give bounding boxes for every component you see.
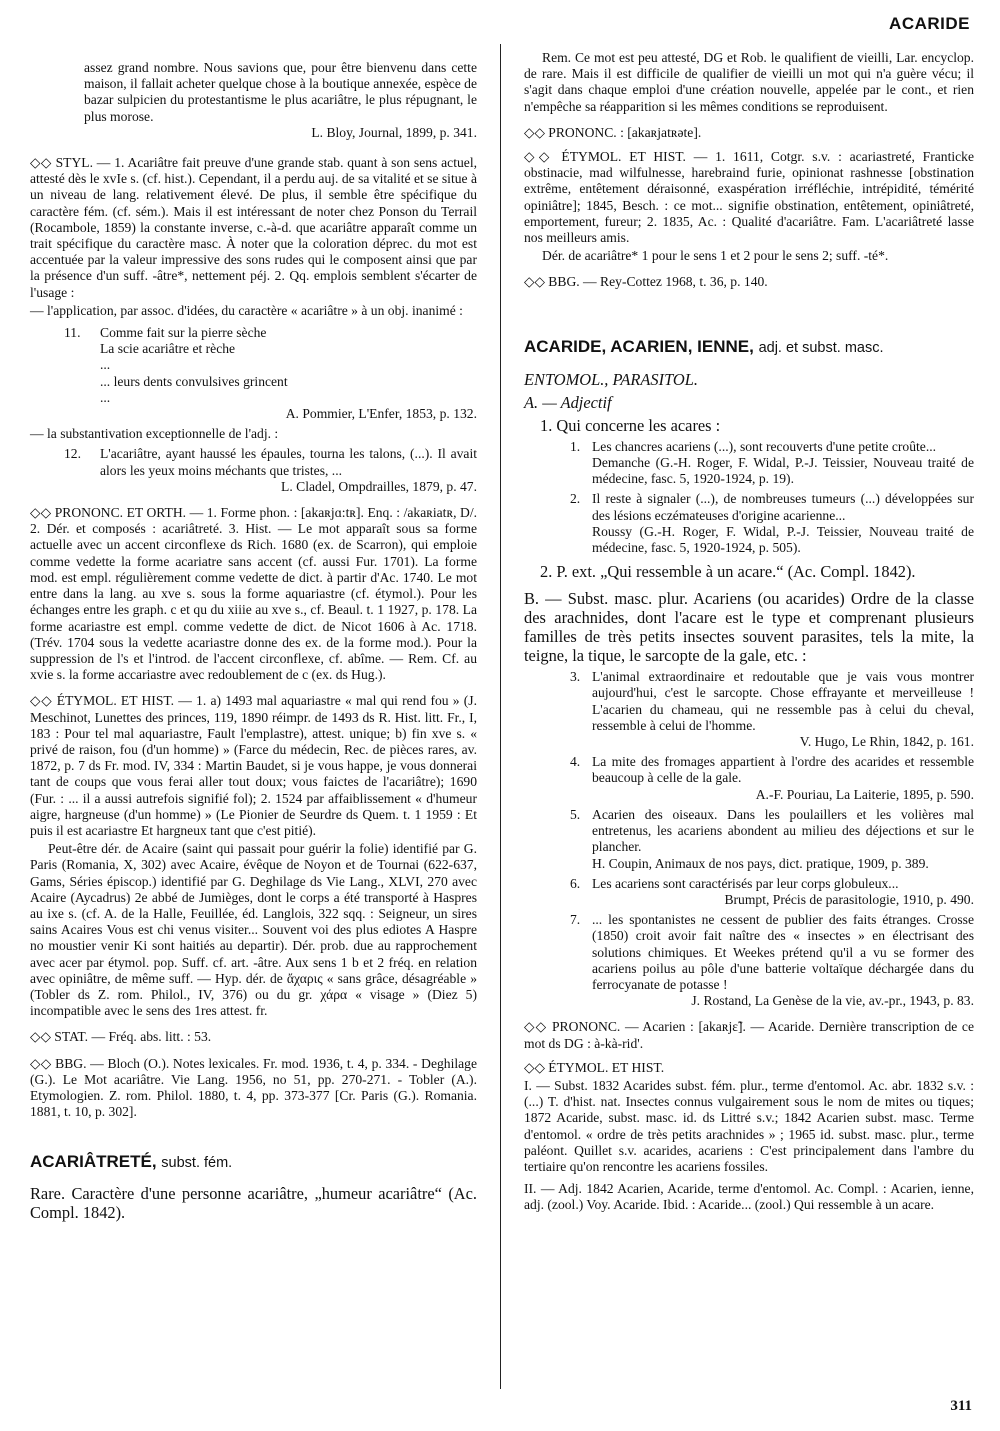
right-column: [524, 44, 974, 1214]
example-number: 6.: [570, 875, 581, 891]
example-number: 2.: [570, 491, 581, 507]
example-number: 3.: [570, 669, 581, 685]
example-4: [524, 754, 974, 803]
styl-usage-a: — l'application, par assoc. d'idées, du caractère « acariâtre » à un obj. inanimé :: [30, 302, 463, 318]
example-1: [524, 439, 974, 488]
bbg-section: ◇◇ BBG. — Rey-Cottez 1968, t. 36, p. 140.: [524, 274, 768, 290]
example-text: ... les spontanistes ne cessent de publier des faits étranges. Crosse (1850) croit avoir fait naître des « insectes » en électrisant des solutions chimiques. Et Weekes prétend qu'il a vu se former des acariens poilus au pôle d'une batterie voltaïque déchargée dans du ferrocyanate de potasse !: [592, 912, 974, 992]
example-2: [524, 491, 974, 556]
example-citation: V. Hugo, Le Rhin, 1842, p. 161.: [799, 734, 974, 750]
stat-section: ◇◇ STAT. — Fréq. abs. litt. : 53.: [30, 1029, 212, 1045]
running-head: ACARIDE: [889, 14, 970, 33]
example-text: L'acariâtre, ayant haussé les épaules, tourna les talons, (...). Il avait alors les yeux moins méchants que tristes, ...: [100, 446, 477, 478]
opening-quote: [84, 60, 477, 141]
left-column: [30, 44, 477, 1222]
example-3: [524, 669, 974, 750]
example-number: 4.: [570, 754, 581, 770]
headword: ACARIÂTRETÉ,: [30, 1152, 157, 1172]
prononc-section-2: ◇◇ PRONONC. — Acarien : [akaʀjɛ̃]. — Acaride. Dernière transcription de ce mot ds DG : à-kà-rid'.: [524, 1019, 974, 1051]
example-text: La mite des fromages appartient à l'ordre des acarides et ressemble beaucoup à celle de la gale.: [592, 754, 974, 786]
example-11: [30, 325, 477, 422]
etymol-section: ◇◇ ÉTYMOL. ET HIST. — 1. a) 1493 mal aquariastre « mal qui rend fou » (J. Meschinot, Lunettes des princes, 119, 1890 réimpr. de 1493 ds R. Hist. litt. Fr., I, 183 : Pour tel mal aquariastre, Fault l'emplastre), attest. unique; b) fin xve s. « privé de raison, fou (d'un homme) » (Farce du médecin, Rec. de pièces rares, av. 1872, p. 7 ds Fr. mod. IV, 334 : Martin Baudet, si je vous happe, je vous donnerai tant de coups que vous ferai aller tout doux; vous faictes de l'acariâtre); 1690 (Fur. : ... il a aussi autrefois signifié fol); 2. 1524 par affaiblissement « d'humeur aigre, hargneuse (d'un homme) » (Le Pionier de Seurdre ds Quem. t. 1 1959 : Et puis il est acariastre Et hargneux tant que c'est pitié).: [30, 693, 477, 838]
derivation-note: Dér. de acariâtre* 1 pour le sens 1 et 2 pour le sens 2; suff. -té*.: [542, 248, 889, 264]
example-12: [30, 446, 477, 495]
example-text: L'animal extraordinaire et redoutable que je vais vous montrer aujourd'hui, c'est le sarcopte. Chose effrayante et merveilleuse ! L'acarien du chameau, qui ne ressemble pas à celui du cheval, ressemble à celui de l'homme.: [592, 669, 974, 733]
example-citation: J. Rostand, La Genèse de la vie, av.-pr., 1943, p. 83.: [691, 993, 974, 1009]
example-citation: H. Coupin, Animaux de nos pays, dict. pratique, 1909, p. 389.: [592, 855, 929, 871]
column-divider: [500, 44, 501, 1389]
quote-text: assez grand nombre. Nous savions que, pour être bienvenu dans cette maison, il fallait acheter quelque chose à la boutique annexée, espèce de bazar sulpicien du protestantisme le plus acariâtre, le plus répugnant, le plus morose.: [84, 60, 477, 124]
grammar-label: subst. fém.: [161, 1155, 233, 1172]
prononc-orth-section: ◇◇ PRONONC. ET ORTH. — 1. Forme phon. : [akaʀjɑ:tʀ]. Enq. : /akaʀiatʀ, D/. 2. Dér. et composés : acariâtreté. 3. Hist. — Le mot apparaît sous sa forme actuelle avec un accent circonflexe ds Rich. 1680 (ex. de Scarron), qui emploie comme vedette la forme acariatre sans accent (cf. aussi Fur. 1701). La forme mod. est empl. régulièrement comme vedette de dict. à partir d'Ac. 1740. Le mot entre dans la lang. au xve s. sous la forme aquariastre (cf. étymol.). Pour les échanges entre les graph. c et qu du xiiie au xve s., cf. Beaul. t. 1 1927, p. 178. La forme acariastre est empl. comme vedette de dict. de Nicot 1606 à Ac. 1718. (Trév. 1704 sous la vedette acariastre donne des ex. de la forme mod.). Pour la suppression de l's et l'introd. de l'accent circonflexe, cf. abîme. — Rem. Cf. au xvie s. la forme accariastre avec redoublement de c (ex. ds Hug.).: [30, 505, 477, 683]
rem-paragraph: Rem. Ce mot est peu attesté, DG et Rob. le qualifient de vieilli, Lar. encyclop. de rare. Mais il est difficile de qualifier de vieilli un mot qui n'a guère vécu; il s'agit dans chaque emploi d'une création nouvelle, appelée par le cont., et rien n'empêche sa réapparition si les mêmes conditions se reproduisent.: [524, 50, 974, 114]
sense-a2: 2. P. ext. „Qui ressemble à un acare.“ (Ac. Compl. 1842).: [540, 562, 916, 582]
quote-citation: L. Bloy, Journal, 1899, p. 341.: [311, 124, 477, 140]
section-b-definition: B. — Subst. masc. plur. Acariens (ou acarides) Ordre de la classe des arachnides, dont l'acare est le type et comprenant plusieurs familles de très petits insectes souvent parasites, tels la mite, la teigne, la tique, le sarcopte de la gale, etc. :: [524, 589, 974, 666]
etymol-title-2: ◇◇ ÉTYMOL. ET HIST.: [524, 1059, 665, 1075]
example-number: 11.: [64, 325, 81, 341]
example-citation: A.-F. Pouriau, La Laiterie, 1895, p. 590.: [755, 786, 974, 802]
example-5: [524, 807, 974, 872]
section-a-title: A. — Adjectif: [524, 392, 612, 412]
sense-a1: 1. Qui concerne les acares :: [540, 415, 721, 435]
example-text: Il reste à signaler (...), de nombreuses tumeurs (...) développées sur des lésions eczémateuses d'origine acarienne...: [592, 491, 974, 523]
entry-definition: Rare. Caractère d'une personne acariâtre, „humeur acariâtre“ (Ac. Compl. 1842).: [30, 1183, 477, 1222]
example-citation: Roussy (G.-H. Roger, F. Widal, P.-J. Teissier, Nouveau traité de médecine, fasc. 5, 1920-1924, p. 505).: [592, 523, 974, 556]
example-number: 12.: [64, 446, 81, 462]
example-number: 1.: [570, 438, 581, 454]
example-text: Acarien des oiseaux. Dans les poulaillers et les volières mal entretenus, les acariens abondent au milieu des déjections et sur le plancher.: [592, 806, 974, 855]
acariatrete-entry: [30, 1154, 477, 1221]
styl-section: ◇◇ STYL. — 1. Acariâtre fait preuve d'une grande stab. quant à son sens actuel, attesté dès le xvIe s. (cf. hist.). Cependant, il a perdu auj. de sa vitalité et se situe à un niveau de lang. relativement élevé. De plus, il semble être spécifique du caractère fém. (cf. sém.). Mais il est intéressant de noter chez Ponson du Terrail (Rocambole, 1859) la constante inverse, c.-à-d. que acariâtre apparaît comme un trait spécifique du caractère masc. À noter que la coloration déprec. du mot est accentuée par la valeur impressive des sons rudes qui le composent ainsi que par la présence d'un suff. -âtre*, nettement péj. 2. Qq. emplois semblent s'écarter de l'usage :: [30, 155, 477, 300]
bbg-section: ◇◇ BBG. — Bloch (O.). Notes lexicales. Fr. mod. 1936, t. 4, p. 334. - Deghilage (G.). Le Mot acariâtre. Vie Lang. 1956, no 51, pp. 270-271. - Tobler (A.). Etymologien. Z. rom. Philol. 1880, t. 4, pp. 373-377 [Cr. Paris (G.). Romania. 1881, t. 10, p. 302].: [30, 1055, 477, 1120]
styl-usage-b: — la substantivation exceptionnelle de l'adj. :: [30, 426, 279, 442]
entry-headword: [30, 1154, 477, 1171]
etymol-adj: II. — Adj. 1842 Acarien, Acaride, terme d'entomol. Ac. Compl. : Acarien, ienne, adj. (zool.) Voy. Acaride. Ibid. : Acaride... (zool.) Qui ressemble à un acare.: [524, 1181, 974, 1213]
prononc-section: ◇◇ PRONONC. : [akaʀjatʀəte].: [524, 124, 702, 140]
example-number: 7.: [570, 912, 581, 928]
page-number: 311: [950, 1398, 972, 1414]
example-text: Les acariens sont caractérisés par leur corps globuleux...: [592, 875, 899, 891]
example-text: Les chancres acariens (...), sont recouverts d'une petite croûte...: [592, 438, 937, 454]
acaride-entry: [524, 336, 974, 1214]
etymol-subst: I. — Subst. 1832 Acarides subst. fém. plur., terme d'entomol. Ac. abr. 1832 s.v. : (...) T. d'hist. nat. Insectes connus vulgairement sous le nom de mites ou tiques; 1872 Acaride, subst. masc. id. ds Littré s.v.; 1842 Acarien subst. masc. Terme d'entomol. « ordre de très petits arachnides » ; 1965 id. subst. masc. plur., terme paléont. Quillet s.v. acarides, acariens : C'est principalement dans l'ambre du tertiaire qu'on rencontre les acariens fossiles.: [524, 1077, 974, 1174]
example-7: [524, 912, 974, 1009]
grammar-label: adj. et subst. masc.: [758, 339, 884, 356]
example-citation: L. Cladel, Ompdrailles, 1879, p. 47.: [281, 478, 477, 494]
example-citation: Demanche (G.-H. Roger, F. Widal, P.-J. Teissier, Nouveau traité de médecine, fasc. 5, 1920-1924, p. 19).: [592, 455, 974, 487]
headword: ACARIDE, ACARIEN, IENNE,: [524, 336, 754, 356]
etymol-section-2: Peut-être dér. de Acaire (saint qui passait pour guérir la folie) identifié par G. Paris (Romania, X, 302) avec Acaire, évêque de Noyon et de Tournai (622-637, Gams, Séries épiscop.) identifié par G. Deghilage ds Vie Lang., XLVI, 270 avec Acaire (Aycadrus) 2e abbé de Jumièges, dont le corps a été transporté à Haspres au ixe s. (cf. A. de la Halle, Feuillée, éd. Langlois, 322 sqq. : Seigneur, un sires sains Acaires Vous est chi venus visiter... Souvent voi des plus ediotes A Haspre no moustier venir Ki sont haitiés au departir). Dér. prob. due au rapprochement avec acer par étymol. pop. Suff. cf. art. -âtre. Aux sens 1 b et 2 fréq. en relation avec opiniâtre, de même suff. — Hyp. dér. de ἄχαρις « sans grâce, désagréable » (Tobler ds Z. rom. Philol., IV, 376) ou du gr. χάρα « visage » (Diez 5) incompatible avec le sens des 1res attest. fr.: [30, 841, 477, 1019]
example-text: Comme fait sur la pierre sèche La scie acariâtre et rèche ... ... leurs dents convulsives grincent ...: [100, 325, 288, 405]
example-number: 5.: [570, 806, 581, 822]
example-citation: A. Pommier, L'Enfer, 1853, p. 132.: [285, 406, 477, 422]
example-citation: Brumpt, Précis de parasitologie, 1910, p. 490.: [724, 891, 974, 907]
entry-headword: [524, 336, 974, 356]
domain-label: ENTOMOL., PARASITOL.: [524, 369, 698, 389]
example-6: [524, 876, 974, 908]
etymol-section: ◇◇ ÉTYMOL. ET HIST. — 1. 1611, Cotgr. s.v. : acariastreté, Franticke obstinacie, mad wilfulnesse, harebraind furie, opinionat rashnesse [obstination extrême, entêtement déraisonné, exaspération irréfléchie, intrépidité, témérité opiniâtre]; 1845, Besch. : ce mot... signifie obstination, entêtement, opiniâtreté, emportement, fureur; 2. 1835, Ac. : Qualité d'acariâtre. Fam. L'acariâtreté lasse nos meilleurs amis.: [524, 149, 974, 246]
